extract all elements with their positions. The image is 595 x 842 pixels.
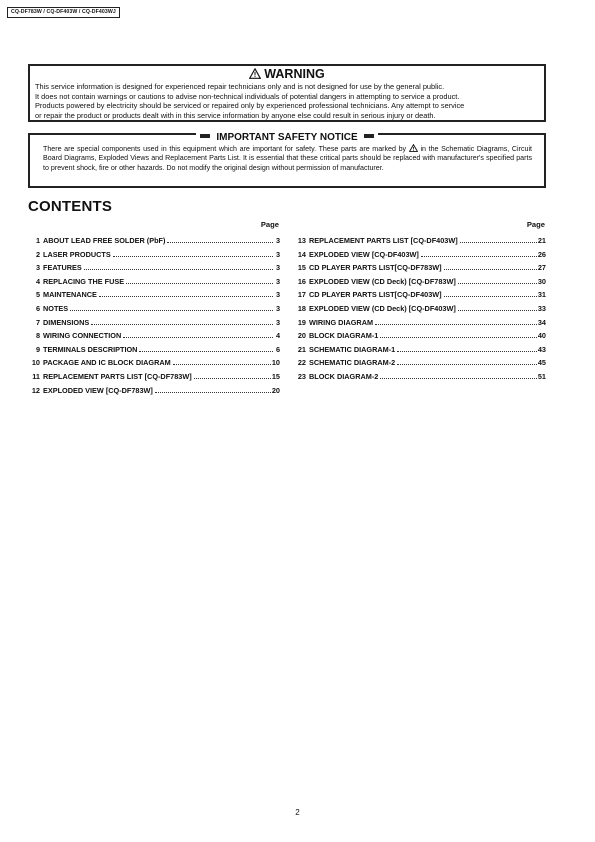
- toc-entry-page: 40: [537, 331, 546, 341]
- toc-entry-title: CD PLAYER PARTS LIST[CQ-DF403W]: [309, 290, 442, 300]
- contents-title: CONTENTS: [28, 198, 113, 215]
- toc-leader-dots: [458, 283, 537, 284]
- toc-entry-number: 18: [297, 303, 306, 313]
- toc-entry[interactable]: [296, 372, 546, 386]
- toc-entry-title: CD PLAYER PARTS LIST[CQ-DF783W]: [309, 263, 442, 273]
- toc-leader-dots: [380, 337, 537, 338]
- toc-leader-dots: [84, 269, 273, 270]
- toc-entry-title: EXPLODED VIEW [CQ-DF783W]: [43, 385, 153, 395]
- toc-leader-dots: [139, 351, 273, 352]
- toc-leader-dots: [397, 351, 537, 352]
- toc-entry-title: FEATURES: [43, 263, 82, 273]
- toc-entry-page: 21: [537, 236, 546, 245]
- toc-entry[interactable]: [296, 304, 546, 318]
- toc-entry-page: 45: [537, 358, 546, 368]
- safety-text-part2: in the Schematic Diagrams, Circuit Board Diagrams, Exploded Views and Replacement Parts List. It is essential that these critical parts should be replaced with manufacturer's specified parts to prevent shock, fire or other hazards. Do not modify the original design without permission of manufacturer.: [43, 145, 533, 172]
- toc-leader-dots: [421, 256, 537, 257]
- toc-entry[interactable]: [296, 263, 546, 277]
- warning-line: This service information is designed for experienced repair technicians only and is not designed for use by the general public.: [35, 82, 445, 91]
- heading-bar-right: [364, 134, 374, 138]
- toc-entry-page: 3: [275, 303, 280, 313]
- toc-entry-number: 8: [35, 331, 40, 341]
- toc-entry[interactable]: [30, 386, 280, 400]
- toc-entry-number: 4: [35, 276, 40, 286]
- toc-entry-number: 2: [35, 249, 40, 259]
- toc-entry[interactable]: [296, 318, 546, 332]
- toc-entry-title: PACKAGE AND IC BLOCK DIAGRAM: [43, 358, 171, 368]
- toc-entry[interactable]: [30, 277, 280, 291]
- safety-notice-text: [43, 144, 532, 173]
- toc-entry-page: 43: [537, 344, 546, 354]
- toc-leader-dots: [126, 283, 273, 284]
- toc-entry[interactable]: [30, 372, 280, 386]
- toc-entry-title: WIRING DIAGRAM: [309, 317, 374, 327]
- toc-leader-dots: [91, 324, 273, 325]
- toc-entry-number: 12: [31, 385, 40, 395]
- toc-entry-number: 16: [297, 276, 306, 286]
- page-column-header: Page: [260, 220, 279, 229]
- safety-notice-box: [28, 133, 546, 188]
- toc-entry-page: 51: [537, 371, 546, 381]
- toc-entry[interactable]: [30, 263, 280, 277]
- warning-heading: [30, 67, 544, 81]
- toc-entry-title: TERMINALS DESCRIPTION: [43, 344, 138, 354]
- toc-entry-title: NOTES: [43, 303, 69, 313]
- toc-entry-number: 21: [297, 344, 306, 354]
- warning-box: [28, 64, 546, 122]
- toc-leader-dots: [173, 364, 271, 365]
- toc-entry[interactable]: [296, 331, 546, 345]
- toc-entry-page: 26: [537, 249, 546, 259]
- warning-triangle-icon: [249, 68, 261, 79]
- toc-entry[interactable]: [296, 277, 546, 291]
- toc-entry-title: BLOCK DIAGRAM-1: [309, 331, 379, 341]
- page-number: 2: [295, 808, 300, 817]
- toc-entry-number: 23: [297, 371, 306, 381]
- toc-leader-dots: [155, 392, 271, 393]
- toc-entry[interactable]: [30, 236, 280, 250]
- toc-entry-page: 20: [271, 385, 280, 395]
- toc-entry-page: 3: [275, 290, 280, 300]
- model-number-tag: CQ-DF783W / CQ-DF403W / CQ-DF403WJ: [7, 7, 120, 18]
- toc-entry-title: EXPLODED VIEW (CD Deck) [CQ-DF783W]: [309, 276, 456, 286]
- toc-entry-title: SCHEMATIC DIAGRAM-1: [309, 344, 396, 354]
- toc-entry[interactable]: [30, 290, 280, 304]
- toc-leader-dots: [460, 242, 537, 243]
- toc-entry-page: 3: [275, 236, 280, 245]
- toc-entry-number: 10: [31, 358, 40, 368]
- toc-entry-number: 17: [297, 290, 306, 300]
- toc-entry-title: REPLACEMENT PARTS LIST [CQ-DF403W]: [309, 236, 458, 245]
- toc-entry-page: 27: [537, 263, 546, 273]
- toc-entry-page: 6: [275, 344, 280, 354]
- toc-entry-title: MAINTENANCE: [43, 290, 97, 300]
- toc-entry-page: 4: [275, 331, 280, 341]
- toc-entry-title: BLOCK DIAGRAM-2: [309, 371, 379, 381]
- toc-entry[interactable]: [296, 290, 546, 304]
- toc-entry-page: 33: [537, 303, 546, 313]
- toc-column-left: [30, 220, 280, 399]
- toc-entry[interactable]: [296, 345, 546, 359]
- toc-entry-title: REPLACEMENT PARTS LIST [CQ-DF783W]: [43, 371, 192, 381]
- toc-entry-number: 15: [297, 263, 306, 273]
- toc-entry-page: 3: [275, 263, 280, 273]
- toc-entry-number: 9: [35, 344, 40, 354]
- toc-entry-number: 13: [297, 236, 306, 245]
- toc-entry[interactable]: [30, 250, 280, 264]
- toc-entry[interactable]: [296, 236, 546, 250]
- toc-entry-page: 10: [271, 358, 280, 368]
- warning-line: or repair the product or products dealt with in this service information by anyone else could result in serious injury or death.: [35, 110, 436, 120]
- toc-leader-dots: [397, 364, 537, 365]
- safety-text-part1: There are special components used in this equipment which are important for safety. These parts are marked by: [43, 145, 407, 153]
- toc-entry-page: 3: [275, 249, 280, 259]
- toc-entry-title: DIMENSIONS: [43, 317, 90, 327]
- toc-entry-page: 30: [537, 276, 546, 286]
- safety-triangle-icon: [409, 144, 418, 152]
- toc-entry-number: 7: [35, 317, 40, 327]
- toc-entry-number: 20: [297, 331, 306, 341]
- toc-entry[interactable]: [30, 304, 280, 318]
- toc-entry-title: ABOUT LEAD FREE SOLDER (PbF): [43, 236, 166, 245]
- toc-entry-page: 15: [271, 371, 280, 381]
- warning-line: Products powered by electricity should be serviced or repaired only by experienced professional technicians. Any attempt to service: [35, 101, 465, 111]
- toc-entry-number: 11: [32, 371, 40, 381]
- toc-leader-dots: [113, 256, 273, 257]
- warning-line: It does not contain warnings or cautions to advise non-technical individuals of potential dangers in attempting to service a product.: [35, 91, 460, 101]
- toc-entry-page: 3: [275, 276, 280, 286]
- toc-entry[interactable]: [296, 358, 546, 372]
- toc-entry-number: 1: [35, 236, 40, 245]
- toc-leader-dots: [458, 310, 537, 311]
- toc-entry[interactable]: [30, 331, 280, 345]
- toc-entry-title: SCHEMATIC DIAGRAM-2: [309, 358, 396, 368]
- toc-entry[interactable]: [30, 345, 280, 359]
- toc-entry-page: 34: [537, 317, 546, 327]
- safety-notice-title: IMPORTANT SAFETY NOTICE: [212, 132, 361, 143]
- warning-text: [35, 82, 464, 120]
- toc-entry-number: 14: [297, 249, 306, 259]
- toc-entry-number: 22: [297, 358, 306, 368]
- toc-leader-dots: [99, 296, 273, 297]
- warning-title: WARNING: [264, 67, 325, 81]
- toc-entry[interactable]: [30, 358, 280, 372]
- toc-entry-number: 19: [297, 317, 306, 327]
- toc-entry-number: 6: [35, 303, 40, 313]
- toc-leader-dots: [123, 337, 273, 338]
- toc-leader-dots: [444, 269, 537, 270]
- toc-entry[interactable]: [30, 318, 280, 332]
- toc-leader-dots: [70, 310, 273, 311]
- toc-entry-page: 3: [275, 317, 280, 327]
- toc-leader-dots: [194, 378, 271, 379]
- toc-entry-page: 31: [537, 290, 546, 300]
- page-column-header: Page: [526, 220, 545, 229]
- toc-column-right: [296, 220, 546, 386]
- toc-entry-title: EXPLODED VIEW [CQ-DF403W]: [309, 249, 419, 259]
- toc-entry-title: EXPLODED VIEW (CD Deck) [CQ-DF403W]: [309, 303, 456, 313]
- toc-entry[interactable]: [296, 250, 546, 264]
- toc-entry-title: LASER PRODUCTS: [43, 249, 111, 259]
- toc-leader-dots: [167, 242, 273, 243]
- toc-leader-dots: [380, 378, 537, 379]
- toc-entry-title: REPLACING THE FUSE: [43, 276, 125, 286]
- toc-entry-title: WIRING CONNECTION: [43, 331, 122, 341]
- safety-notice-heading: [30, 127, 544, 145]
- toc-entry-number: 5: [35, 290, 40, 300]
- toc-entry-number: 3: [35, 263, 40, 273]
- toc-leader-dots: [444, 296, 537, 297]
- toc-leader-dots: [375, 324, 537, 325]
- heading-bar-left: [200, 134, 210, 138]
